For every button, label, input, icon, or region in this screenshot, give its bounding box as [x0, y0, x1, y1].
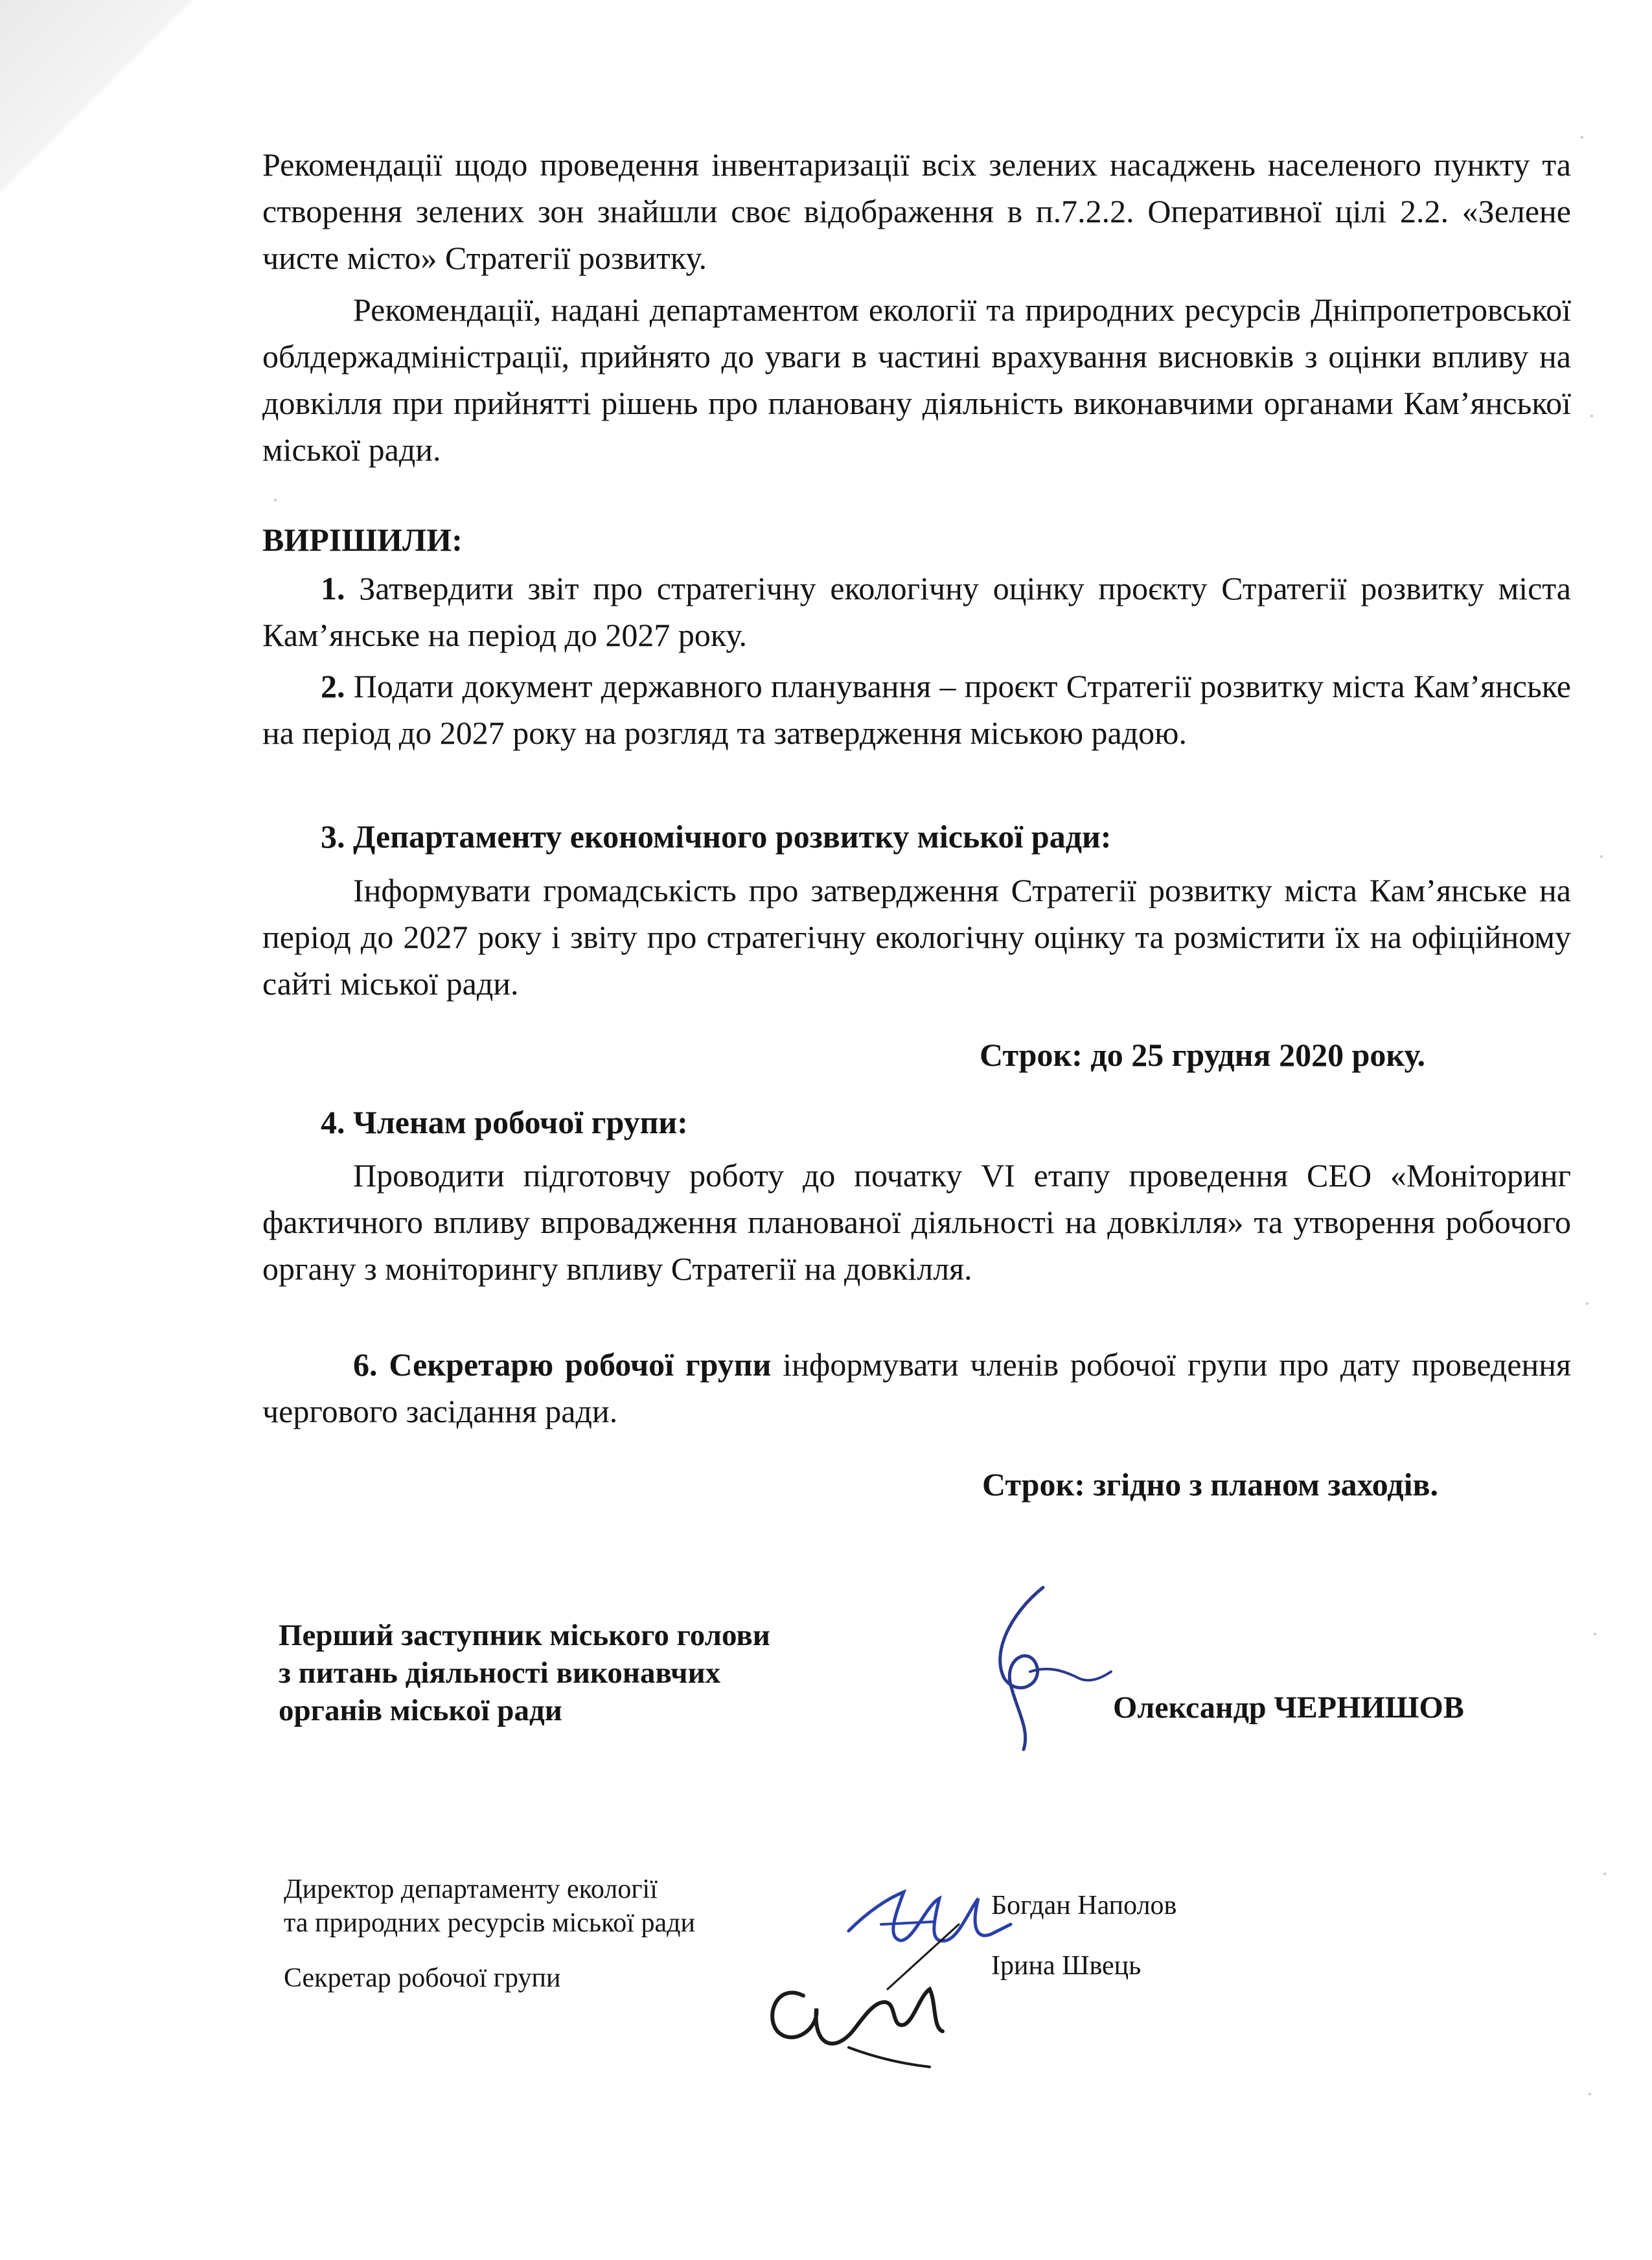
decision-heading: ВИРІШИЛИ: [262, 522, 463, 558]
item-6-deadline: Строк: згідно з планом заходів. [982, 1466, 1438, 1503]
item-1-text: Затвердити звіт про стратегічну екологічну оцінку проєкту Стратегії розвитку міста Кам’янське на період до 2027 року. [262, 570, 1571, 653]
page-fold [0, 0, 194, 194]
first-deputy-signature [946, 1574, 1127, 1756]
secretary-title: Секретар робочої групи [284, 1963, 561, 1993]
secretary-name: Ірина Швець [991, 1951, 1141, 1981]
item-4-heading: 4. Членам робочої групи: [321, 1104, 688, 1140]
decision-item-1 [262, 565, 1571, 658]
item-3-heading: 3. Департаменту економічного розвитку міської ради: [321, 818, 1112, 855]
item-3-text: Інформувати громадськість про затвердження Стратегії розвитку міста Кам’янське на період до 2027 року і звіту про стратегічну екологічну оцінку та розмістити їх на офіційному сайті міської ради. [262, 872, 1571, 1002]
item-6-bold: 6. Секретарю робочої групи [353, 1346, 772, 1383]
item-4-text: Проводити підготовчу роботу до початку VI етапу проведення СЕО «Моніторинг фактичного впливу впровадження планованої діяльності на довкілля» та утворення робочого органу з моніторингу впливу Стратегії на довкілля. [262, 1157, 1571, 1287]
first-deputy-line-1: Перший заступник міського голови [279, 1619, 770, 1652]
first-deputy-name: Олександр ЧЕРНИШОВ [1113, 1690, 1464, 1725]
item-2-number: 2. [321, 668, 345, 704]
secretary-signature [758, 1918, 972, 2073]
item-6-text: інформувати членів робочої групи про дату проведення чергового засідання ради. [262, 1346, 1571, 1429]
item-3-deadline: Строк: до 25 грудня 2020 року. [980, 1037, 1425, 1073]
item-1-number: 1. [321, 570, 345, 606]
first-deputy-line-2: з питань діяльності виконавчих [279, 1656, 721, 1690]
director-line-2: та природних ресурсів міської ради [284, 1908, 695, 1938]
decision-item-2 [262, 663, 1571, 756]
first-deputy-title [279, 1617, 926, 1729]
paragraph-green-zones: Рекомендації щодо проведення інвентаризації всіх зелених насаджень населеного пункту та створення зелених зон знайшли своє відображення в п.7.2.2. Оперативної цілі 2.2. «Зелене чисте місто» Стратегії розвитку. [262, 146, 1571, 276]
director-name: Богдан Наполов [991, 1891, 1177, 1920]
first-deputy-line-3: органів міської ради [279, 1694, 562, 1727]
item-2-text: Подати документ державного планування – проєкт Стратегії розвитку міста Кам’янське на період до 2027 року на розгляд та затвердження міською радою. [262, 668, 1571, 751]
director-title [284, 1873, 695, 1940]
director-line-1: Директор департаменту екології [284, 1874, 658, 1904]
decision-item-6 [262, 1341, 1571, 1435]
paragraph-recommendations: Рекомендації, надані департаментом екології та природних ресурсів Дніпропетровської облдержадміністрації, прийнято до уваги в частині врахування висновків з оцінки впливу на довкілля при прийнятті рішень про плановану діяльність виконавчими органами Кам’янської міської ради. [262, 292, 1571, 468]
